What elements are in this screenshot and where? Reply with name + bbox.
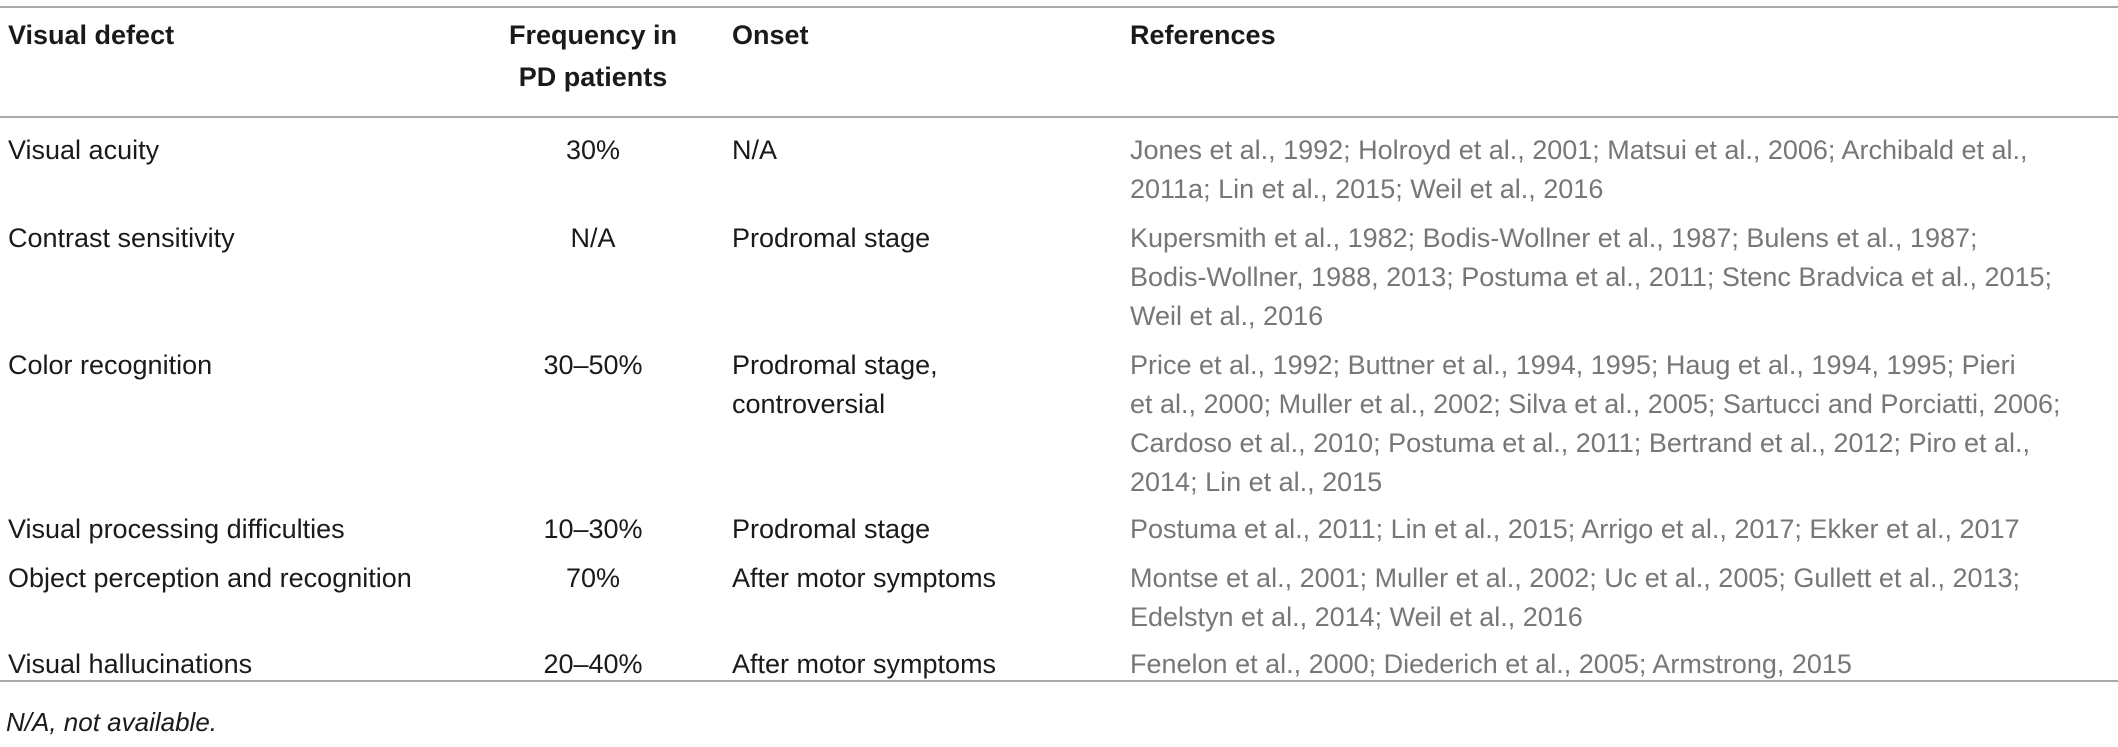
row-visual-processing-frequency: 10–30% [543,514,643,544]
row-object-perception-references [1130,559,2115,637]
table-bottom-rule [0,680,2118,682]
reference-line: Cardoso et al., 2010; Postuma et al., 2011; Bertrand et al., 2012; Piro et al., [1130,428,2031,458]
row-visual-hallucinations-onset: After motor symptoms [732,649,997,679]
reference-line: Edelstyn et al., 2014; Weil et al., 2016 [1130,602,1583,632]
row-visual-hallucinations-references [1130,645,2115,684]
row-object-perception-defect: Object perception and recognition [8,563,412,593]
row-visual-acuity-onset: N/A [732,135,778,165]
reference-line: Postuma et al., 2011; Lin et al., 2015; Arrigo et al., 2017; Ekker et al., 2017 [1130,514,2020,544]
row-object-perception-frequency: 70% [565,563,621,593]
row-object-perception-onset: After motor symptoms [732,563,997,593]
reference-line: 2011a; Lin et al., 2015; Weil et al., 2016 [1130,174,1604,204]
reference-line: 2014; Lin et al., 2015 [1130,467,1383,497]
row-color-recognition-onset-line1: Prodromal stage, [732,350,938,380]
reference-line: Price et al., 1992; Buttner et al., 1994, 1995; Haug et al., 1994, 1995; Pieri [1130,350,2016,380]
row-visual-acuity-references [1130,131,2115,209]
table-top-rule [0,6,2118,8]
reference-line: Weil et al., 2016 [1130,301,1324,331]
row-color-recognition-references [1130,346,2115,502]
table-footnote: N/A, not available. [6,707,218,737]
row-visual-processing-defect: Visual processing difficulties [8,514,345,544]
row-color-recognition-defect: Color recognition [8,350,213,380]
row-color-recognition-frequency: 30–50% [543,350,643,380]
header-visual-defect: Visual defect [8,20,175,50]
reference-line: Fenelon et al., 2000; Diederich et al., 2005; Armstrong, 2015 [1130,649,1852,679]
row-visual-hallucinations-frequency: 20–40% [543,649,643,679]
row-contrast-sensitivity-onset: Prodromal stage [732,223,931,253]
reference-line: Bodis-Wollner, 1988, 2013; Postuma et al., 2011; Stenc Bradvica et al., 2015; [1130,262,2053,292]
row-visual-acuity-frequency: 30% [565,135,621,165]
row-visual-acuity-defect: Visual acuity [8,135,160,165]
row-visual-processing-references [1130,510,2115,549]
header-onset: Onset [732,20,809,50]
header-references: References [1130,20,1276,50]
reference-line: Montse et al., 2001; Muller et al., 2002; Uc et al., 2005; Gullett et al., 2013; [1130,563,2021,593]
header-frequency-line1: Frequency in [508,20,678,50]
row-contrast-sensitivity-references [1130,219,2115,336]
reference-line: Jones et al., 1992; Holroyd et al., 2001; Matsui et al., 2006; Archibald et al., [1130,135,2028,165]
row-visual-hallucinations-defect: Visual hallucinations [8,649,253,679]
row-contrast-sensitivity-frequency: N/A [570,223,616,253]
row-contrast-sensitivity-defect: Contrast sensitivity [8,223,235,253]
header-frequency-line2: PD patients [518,62,668,92]
reference-line: Kupersmith et al., 1982; Bodis-Wollner et al., 1987; Bulens et al., 1987; [1130,223,1978,253]
row-color-recognition-onset-line2: controversial [732,389,886,419]
reference-line: et al., 2000; Muller et al., 2002; Silva et al., 2005; Sartucci and Porciatti, 2006; [1130,389,2061,419]
header-rule [0,116,2118,118]
row-visual-processing-onset: Prodromal stage [732,514,931,544]
